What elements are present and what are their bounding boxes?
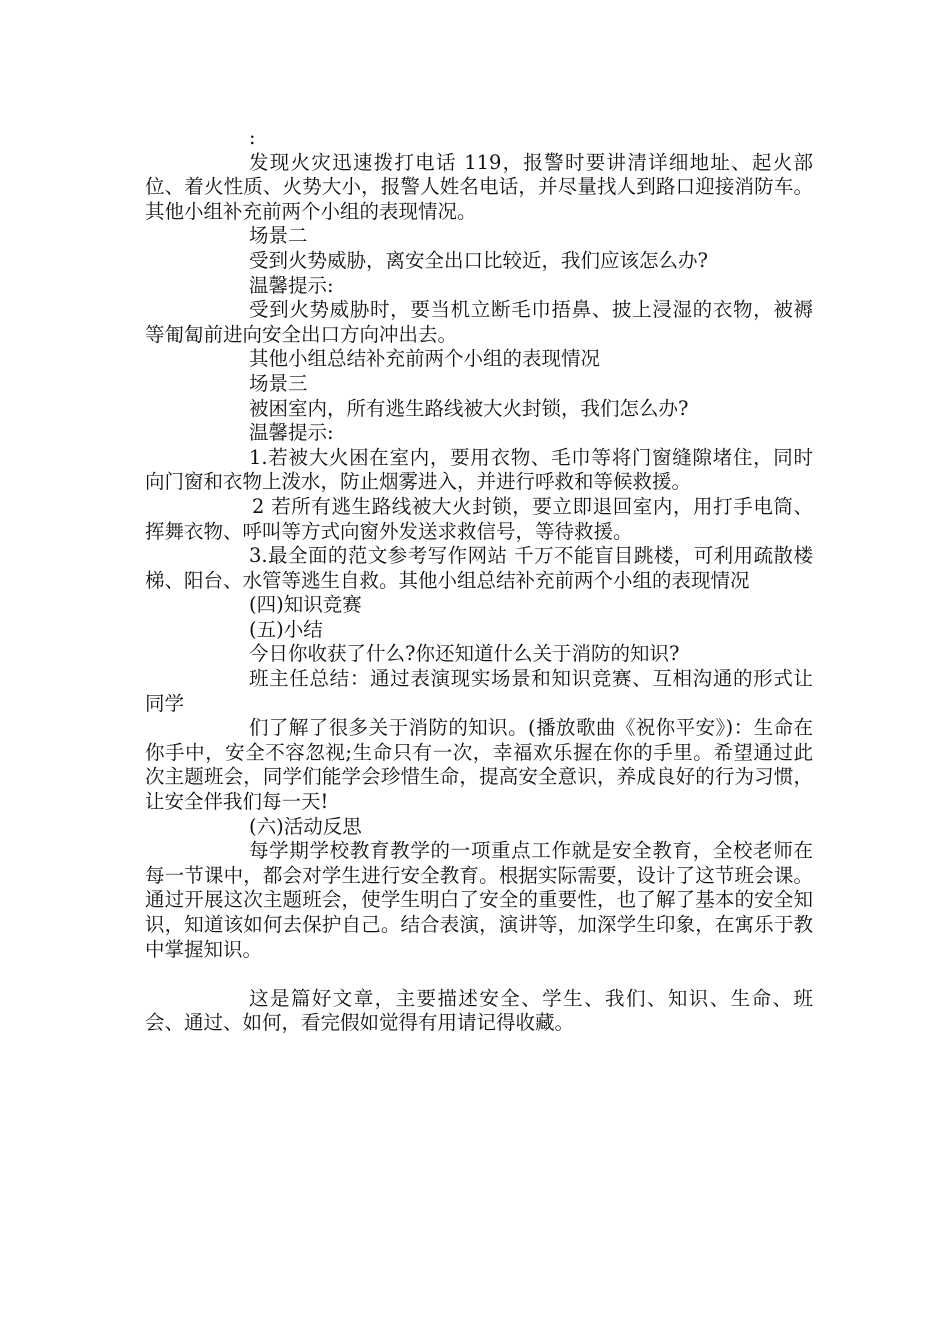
document-body — [145, 126, 813, 1036]
heading-tip-two: 温馨提示: — [249, 421, 334, 445]
paragraph-scene-three-question: 被困室内，所有逃生路线被大火封锁，我们怎么办? — [249, 396, 689, 420]
paragraph-tip-one: 受到火势威胁时，要当机立断毛巾捂鼻、披上浸湿的衣物，被褥等匍匐前进向安全出口方向冲出去。 — [145, 298, 813, 346]
paragraph-summary-one: 其他小组总结补充前两个小组的表现情况 — [249, 347, 601, 371]
paragraph-teacher-summary-cont: 们了解了很多关于消防的知识。(播放歌曲《祝你平安》)：生命在你手中，安全不容忽视;生命只有一次，幸福欢乐握在你的手里。希望通过此次主题班会，同学们能学会珍惜生命，提高安全意识，养成良好的行为习惯，让安全伴我们每一天! — [145, 716, 813, 814]
paragraph-spacer — [145, 962, 813, 987]
heading-reflection: (六)活动反思 — [249, 814, 362, 838]
paragraph-teacher-summary: 班主任总结：通过表演现实场景和知识竞赛、互相沟通的形式让同学 — [145, 667, 813, 715]
paragraph-tip-item-2: 2 若所有逃生路线被大火封锁，要立即退回室内，用打手电筒、挥舞衣物、呼叫等方式向窗外发送求救信号，等待救援。 — [145, 494, 813, 543]
paragraph-report-fire: 发现火灾迅速拨打电话 119，报警时要讲清详细地址、起火部位、着火性质、火势大小，报警人姓名电话，并尽量找人到路口迎接消防车。其他小组补充前两个小组的表现情况。 — [145, 150, 813, 223]
heading-knowledge-contest: (四)知识竞赛 — [249, 593, 362, 617]
paragraph-reflection: 每学期学校教育教学的一项重点工作就是安全教育，全校老师在每一节课中，都会对学生进行安全教育。根据实际需要，设计了这节班会课。通过开展这次主题班会，使学生明白了安全的重要性，也了解了基本的安全知识，知道该如何去保护自己。结合表演，演讲等，加深学生印象，在寓乐于教中掌握知识。 — [145, 839, 813, 961]
paragraph-summary-question: 今日你收获了什么?你还知道什么关于消防的知识? — [249, 642, 680, 666]
paragraph-tip-item-1: 1.若被大火困在室内，要用衣物、毛巾等将门窗缝隙堵住，同时向门窗和衣物上泼水，防止烟雾进入，并进行呼救和等候救援。 — [145, 445, 813, 494]
heading-scene-two: 场景二 — [249, 224, 308, 248]
paragraph-tip-item-3: 3.最全面的范文参考写作网站 千万不能盲目跳楼，可利用疏散楼梯、阳台、水管等逃生自救。其他小组总结补充前两个小组的表现情况 — [145, 544, 813, 592]
heading-scene-three: 场景三 — [249, 371, 308, 395]
heading-tip-one: 温馨提示: — [249, 273, 334, 297]
paragraph-scene-two-question: 受到火势威胁，离安全出口比较近，我们应该怎么办? — [249, 248, 708, 272]
paragraph-closing: 这是篇好文章，主要描述安全、学生、我们、知识、生命、班会、通过、如何，看完假如觉得有用请记得收藏。 — [145, 986, 813, 1035]
heading-summary: (五)小结 — [249, 617, 323, 641]
paragraph-colon: : — [249, 126, 256, 149]
